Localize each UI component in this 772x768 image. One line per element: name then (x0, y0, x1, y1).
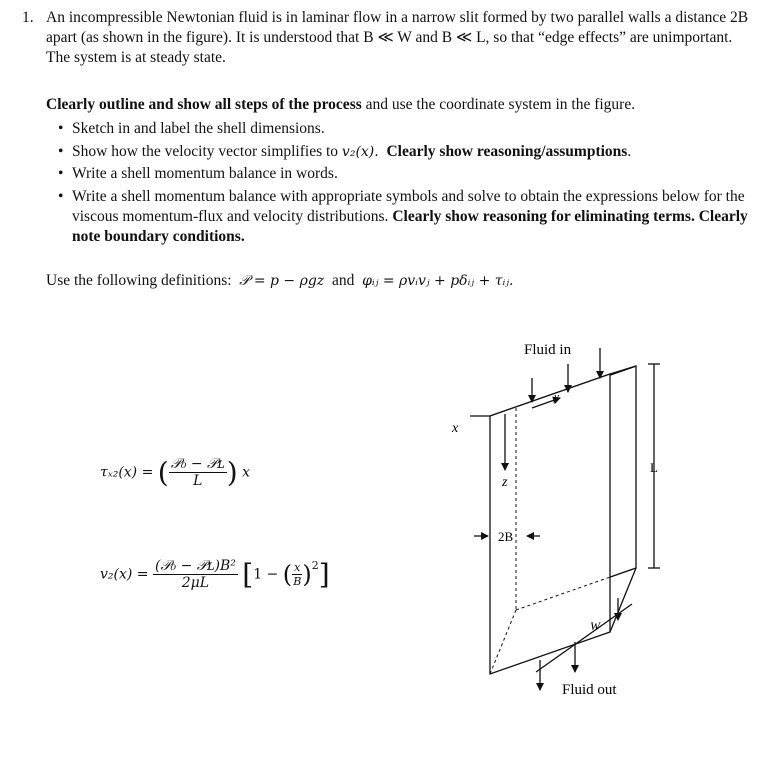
problem-number: 1. (22, 9, 34, 26)
bullet-text: Sketch in and label the shell dimensions. (72, 120, 325, 137)
tau-lhs: τₓ₂(x) = (100, 464, 154, 481)
bracket-open: [ (242, 558, 254, 591)
v-denominator: 2μL (181, 575, 210, 591)
v-one-minus: 1 − (253, 566, 279, 583)
v-inner-numerator: x (294, 561, 301, 574)
v-lhs: v₂(x) = (100, 566, 149, 583)
paren-close: ) (302, 560, 312, 589)
z-axis-label: z (502, 475, 508, 490)
definitions-and: and (331, 272, 355, 289)
bullet-end: . (627, 142, 632, 160)
2b-label: 2B (498, 529, 514, 544)
instruction-bold: Clearly outline and show all steps of the process (46, 96, 362, 113)
v-numerator: (𝒫₀ − 𝒫ʟ)B² (154, 558, 236, 574)
tau-tail: x (242, 464, 251, 481)
instruction-rest: and use the coordinate system in the figure. (361, 96, 636, 113)
tau-numerator: 𝒫₀ − 𝒫ʟ (170, 456, 225, 472)
x-axis-label: x (452, 421, 459, 436)
bullet-bold: Clearly show reasoning/assumptions (386, 142, 628, 160)
definition-combined-flux: φᵢⱼ = ρvᵢvⱼ + pδᵢⱼ + τᵢⱼ. (362, 273, 514, 289)
fluid-in-label: Fluid in (524, 342, 572, 358)
w-label: W (590, 619, 600, 633)
paren-open: ( (157, 456, 169, 489)
definition-modified-pressure: 𝒫 = p − ρgz (239, 273, 325, 289)
y-axis-label: y (554, 391, 559, 403)
paren-close: ) (226, 456, 238, 489)
v-inner-denominator: B (293, 575, 302, 588)
tau-denominator: L (193, 473, 203, 489)
bullet-text: Show how the velocity vector simplifies to (72, 142, 342, 160)
velocity-math: v₂(x). (341, 143, 379, 160)
definitions-prefix: Use the following definitions: (46, 272, 232, 289)
bottom-edge (610, 568, 636, 632)
bullet-text: Write a shell momentum balance with appropriate symbols and solve to obtain the expressions below for the viscous momentum-flux and velocity distributions. (72, 187, 745, 225)
bullet-bold: Clearly show reasoning for eliminating terms. Clearly note boundary conditions. (72, 207, 748, 245)
bracket-close: ] (318, 558, 330, 591)
l-label: L (650, 460, 658, 475)
paren-open: ( (282, 560, 293, 589)
v-exponent: 2 (311, 558, 319, 572)
problem-intro: An incompressible Newtonian fluid is in laminar flow in a narrow slit formed by two parallel walls a distance 2B apart (as shown in the figure). It is understood that B ≪ W and B ≪ L, so that “edge effects” are unimportant. The system is at steady state. (46, 9, 749, 66)
fluid-out-label: Fluid out (562, 682, 617, 698)
bullet-text: Write a shell momentum balance in words. (72, 165, 338, 182)
